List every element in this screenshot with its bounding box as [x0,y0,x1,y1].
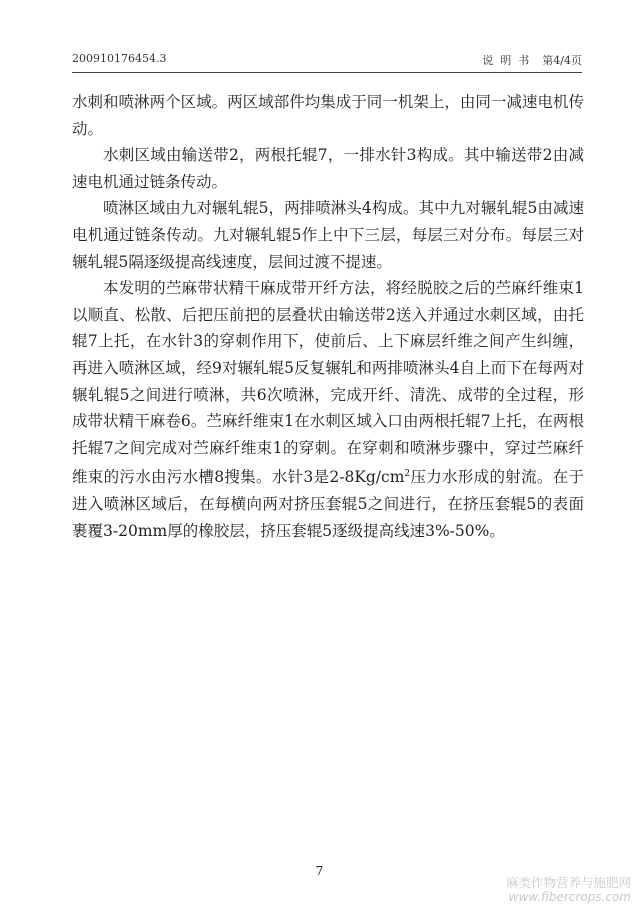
watermark-text: 麻类作物营养与施肥网 [505,875,631,890]
page-number: 7 [315,864,324,878]
paragraph-2: 水刺区域由输送带2，两根托辊7，一排水针3构成。其中输送带2由减速电机通过链条传动。 [72,146,584,191]
document-number: 200910176454.3 [72,52,167,65]
watermark [506,875,631,905]
paragraph-3: 喷淋区域由九对辗轧辊5，两排喷淋头4构成。其中九对辗轧辊5由减速电机通过链条传动。九对辗轧辊5作上中下三层，每层三对分布。每层三对辗轧辊5隔逐级提高线速度，层间过渡不提速。 [72,199,584,271]
superscript-two: 2 [404,469,411,480]
header-title: 说明书 [482,54,537,67]
paragraph-4 [72,275,584,544]
paragraph-1: 水刺和喷淋两个区域。两区域部件均集成于同一机架上，由同一减速电机传动。 [72,93,584,138]
watermark-url: www.fibercrops.com [508,890,631,904]
paragraph-4-continuation: 压力水形成的射流。在于进入喷淋区域后，在每横向两对挤压套辊5之间进行，在挤压套辊5的表面裹覆3-20mm厚的橡胶层，挤压套辊5逐级提高线速3%-50%。 [72,468,584,540]
header-divider [72,72,582,73]
header-right [482,52,582,68]
paragraph-4-text: 本发明的苎麻带状精干麻成带开纤方法，将经脱胶之后的苎麻纤维束1以顺直、松散、后把压前把的层叠状由输送带2送入并通过水刺区域，由托辊7上托，在水针3的穿刺作用下，使前后、上下麻层纤维之间产生纠缠，再进入喷淋区域，经9对辗轧辊5反复辗轧和两排喷淋头4自上而下在每两对辗轧辊5之间进行喷淋，共6次喷淋，完成开纤、清洗、成带的全过程，形成带状精干麻卷6。苎麻纤维束1在水刺区域入口由两根托辊7上托，在两根托辊7之间完成对苎麻纤维束1的穿刺。在穿刺和喷淋步骤中，穿过苎麻纤维束的污水由污水槽8搜集。水针3是2-8Kg/cm [72,279,584,487]
document-body [72,89,584,544]
page-header [72,52,582,68]
page-label: 第4/4页 [542,54,582,67]
